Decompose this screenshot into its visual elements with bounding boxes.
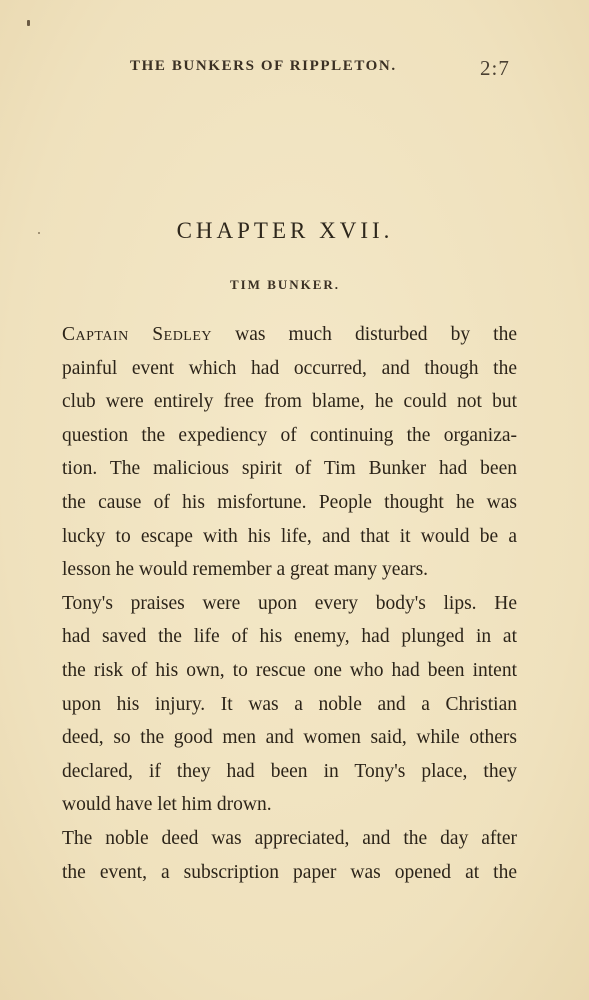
chapter-subtitle: TIM BUNKER.: [229, 277, 341, 292]
body-text: [62, 318, 517, 889]
text-line: lucky to escape with his life, and that it would be a: [62, 525, 517, 547]
text-line: tion. The malicious spirit of Tim Bunker had been: [62, 458, 517, 480]
text-line: deed, so the good men and women said, while others: [62, 727, 517, 749]
text-line: upon his injury. It was a noble and a Christian: [62, 693, 517, 715]
text-line: the event, a subscription paper was opened at the: [62, 861, 517, 883]
ink-speck: [27, 20, 30, 26]
text-line: the cause of his misfortune. People thought he was: [62, 491, 517, 513]
text-line: club were entirely free from blame, he could not but: [62, 391, 517, 413]
text-line: would have let him drown.: [62, 794, 272, 816]
text-line: declared, if they had been in Tony's place, they: [62, 760, 517, 782]
text-line: painful event which had occurred, and though the: [62, 357, 517, 379]
text-line: question the expediency of continuing the organiza-: [62, 424, 517, 446]
line-text: was much disturbed by the: [212, 324, 518, 345]
chapter-title: CHAPTER XVII.: [176, 218, 394, 243]
running-title: THE BUNKERS OF RIPPLETON.: [130, 58, 397, 74]
text-line: lesson he would remember a great many years.: [62, 559, 429, 581]
text-line: The noble deed was appreciated, and the day after: [62, 827, 517, 849]
text-line: Tony's praises were upon every body's lips. He: [62, 592, 517, 614]
page-number: 2:7: [480, 56, 510, 80]
line-lead: Captain Sedley: [62, 324, 213, 345]
text-line: [62, 318, 517, 352]
running-head: [0, 58, 589, 84]
text-line: had saved the life of his enemy, had plunged in at: [62, 626, 517, 648]
text-line: the risk of his own, to rescue one who had been intent: [62, 659, 517, 681]
